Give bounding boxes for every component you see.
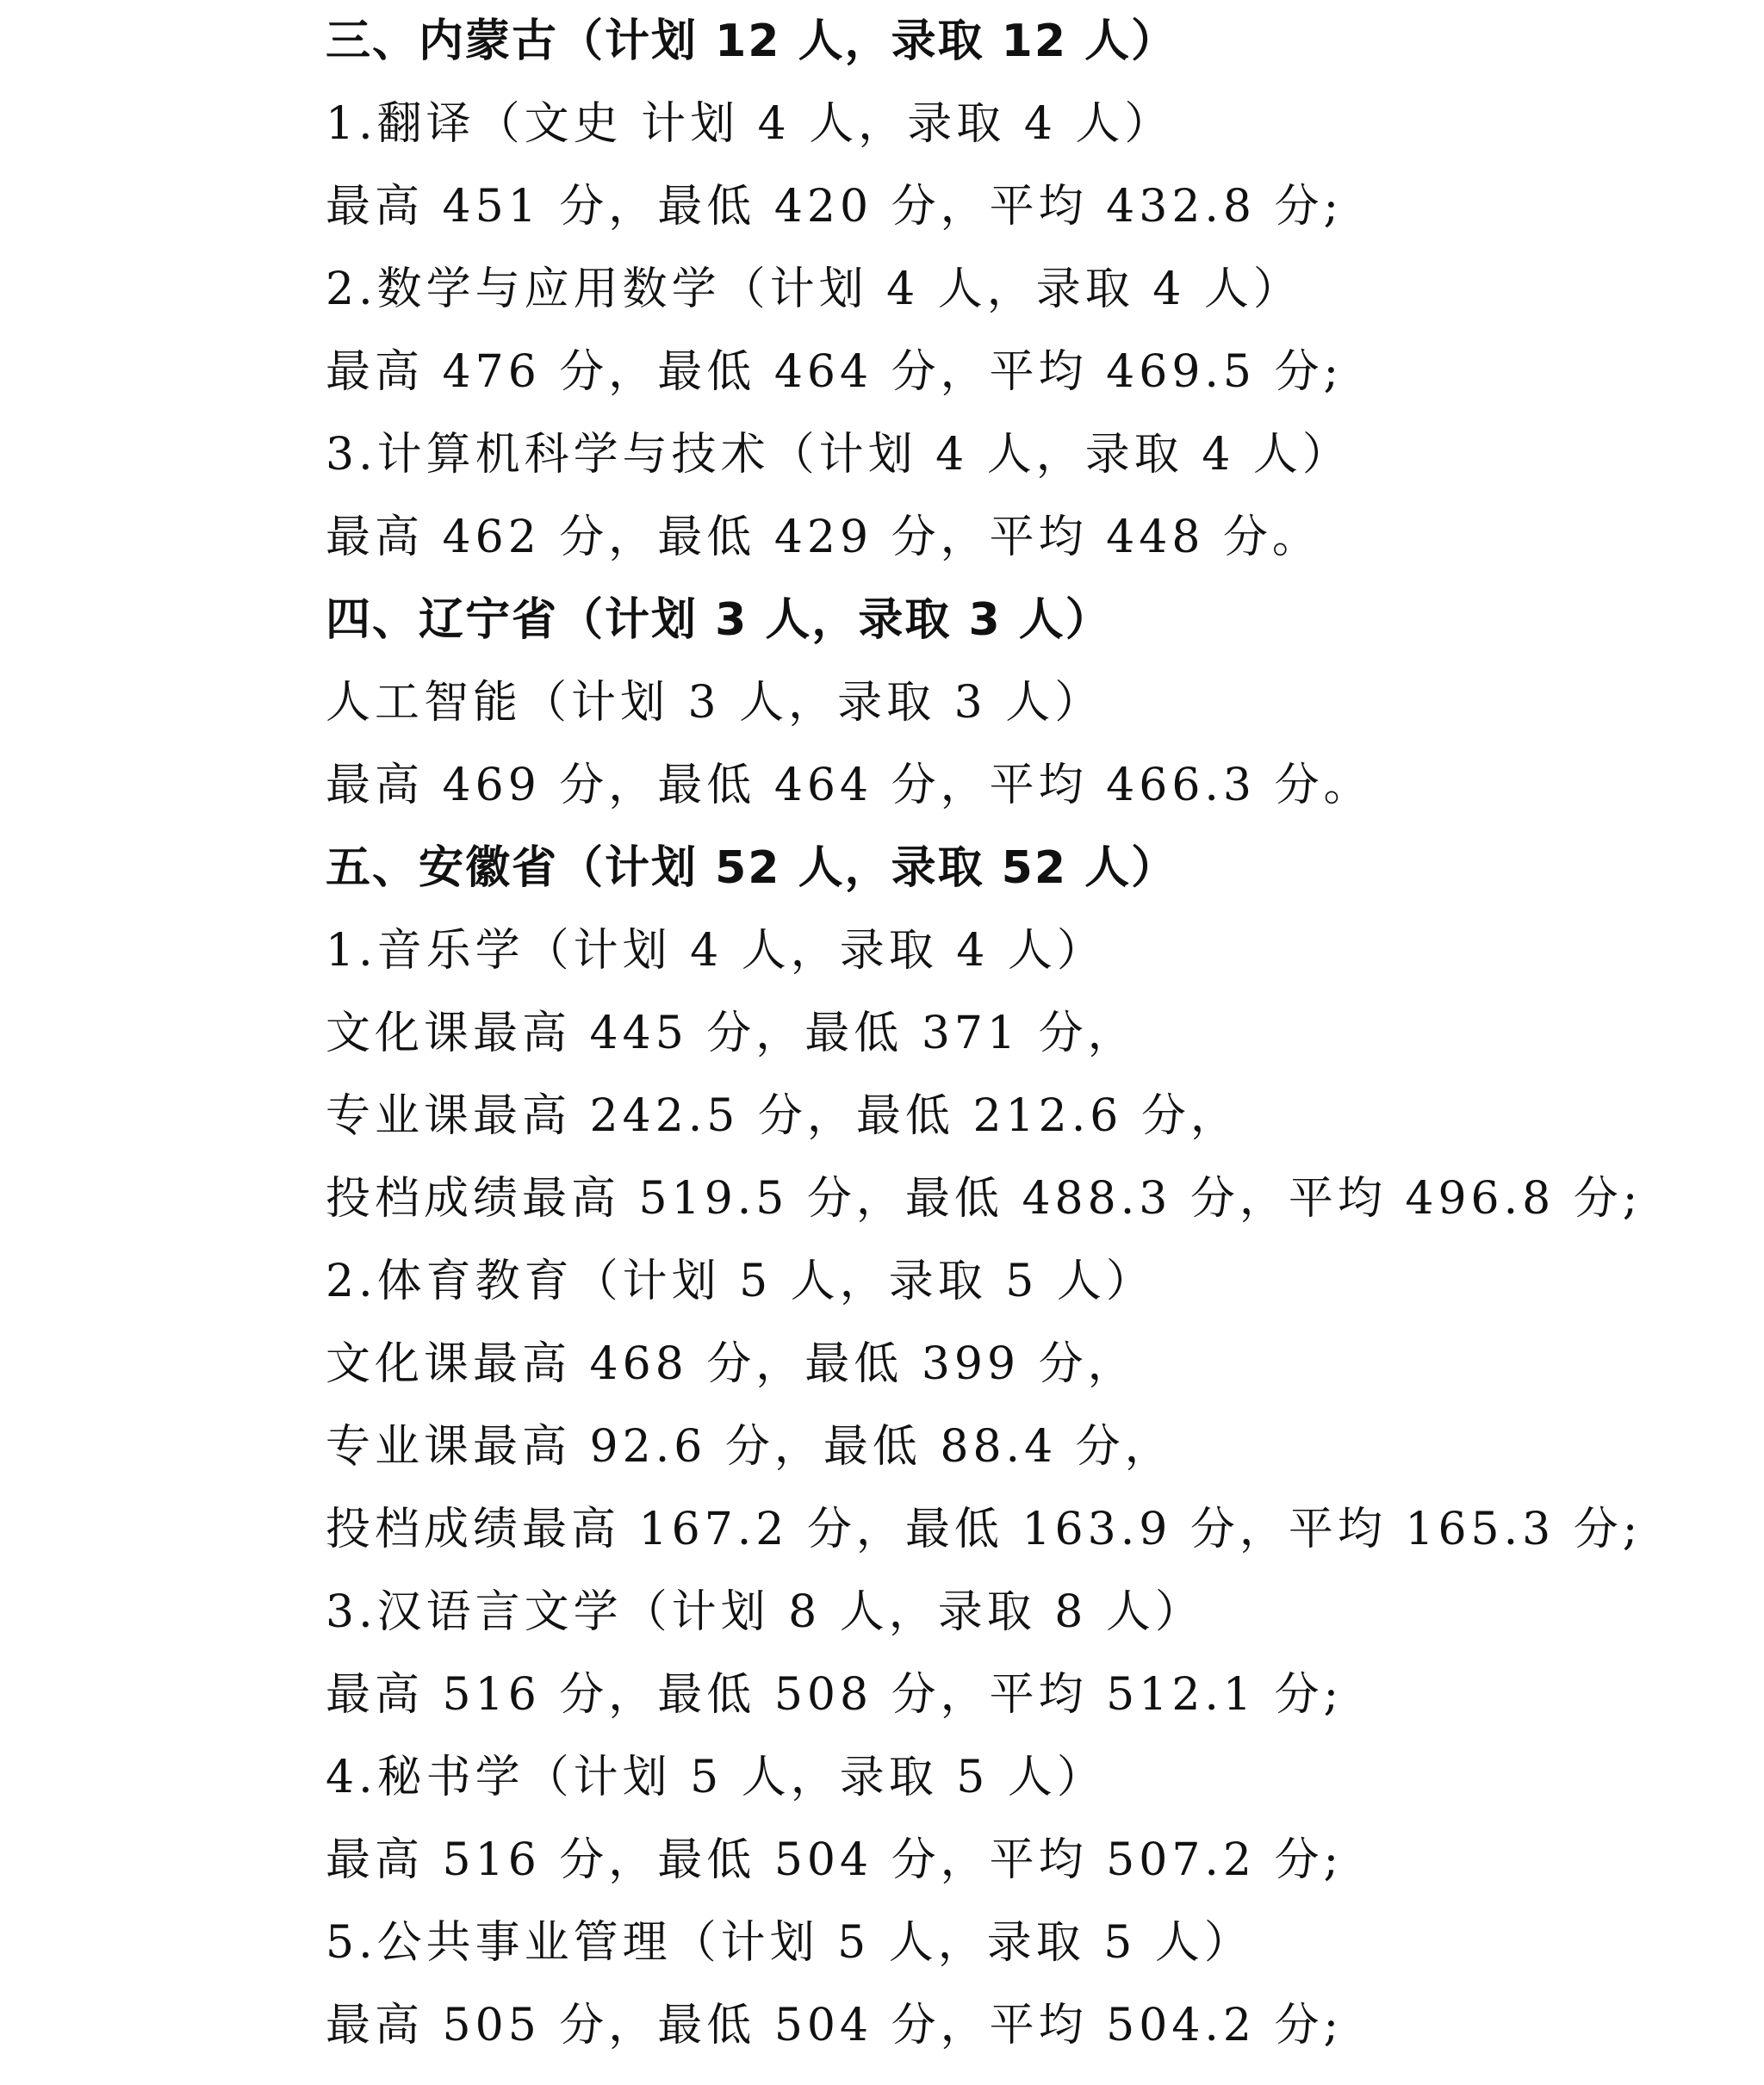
- major-title-public-administration: 5.公共事业管理（计划 5 人，录取 5 人）: [326, 1917, 1253, 1969]
- admission-score-physical-education: 投档成绩最高 167.2 分，最低 163.9 分，平均 165.3 分;: [326, 1504, 1643, 1555]
- professional-score-musicology: 专业课最高 242.5 分，最低 212.6 分，: [326, 1090, 1239, 1142]
- professional-score-physical-education: 专业课最高 92.6 分，最低 88.4 分，: [326, 1421, 1174, 1473]
- culture-score-physical-education: 文化课最高 468 分，最低 399 分，: [326, 1338, 1137, 1390]
- score-line-artificial-intelligence: 最高 469 分，最低 464 分，平均 466.3 分。: [326, 760, 1373, 811]
- section-heading-anhui: 五、安徽省（计划 52 人，录取 52 人）: [326, 842, 1178, 894]
- score-line-chinese-literature: 最高 516 分，最低 508 分，平均 512.1 分;: [326, 1669, 1344, 1721]
- major-title-mathematics: 2.数学与应用数学（计划 4 人，录取 4 人）: [326, 264, 1302, 315]
- score-line-secretarial-studies: 最高 516 分，最低 504 分，平均 507.2 分;: [326, 1834, 1344, 1886]
- score-line-translation: 最高 451 分，最低 420 分，平均 432.8 分;: [326, 181, 1344, 233]
- score-line-public-administration: 最高 505 分，最低 504 分，平均 504.2 分;: [326, 2000, 1344, 2051]
- score-line-computer-science: 最高 462 分，最低 429 分，平均 448 分。: [326, 512, 1321, 563]
- major-title-chinese-literature: 3.汉语言文学（计划 8 人，录取 8 人）: [326, 1586, 1204, 1638]
- section-heading-liaoning: 四、辽宁省（计划 3 人，录取 3 人）: [326, 594, 1112, 646]
- admission-score-musicology: 投档成绩最高 519.5 分，最低 488.3 分，平均 496.8 分;: [326, 1173, 1643, 1225]
- score-line-mathematics: 最高 476 分，最低 464 分，平均 469.5 分;: [326, 346, 1344, 398]
- major-title-artificial-intelligence: 人工智能（计划 3 人，录取 3 人）: [326, 677, 1104, 729]
- major-title-physical-education: 2.体育教育（计划 5 人，录取 5 人）: [326, 1256, 1155, 1307]
- major-title-musicology: 1.音乐学（计划 4 人，录取 4 人）: [326, 925, 1106, 977]
- major-title-computer-science: 3.计算机科学与技术（计划 4 人，录取 4 人）: [326, 429, 1351, 481]
- section-heading-inner-mongolia: 三、内蒙古（计划 12 人，录取 12 人）: [326, 16, 1178, 67]
- major-title-secretarial-studies: 4.秘书学（计划 5 人，录取 5 人）: [326, 1752, 1106, 1803]
- major-title-translation: 1.翻译（文史 计划 4 人，录取 4 人）: [326, 98, 1174, 150]
- culture-score-musicology: 文化课最高 445 分，最低 371 分，: [326, 1008, 1137, 1059]
